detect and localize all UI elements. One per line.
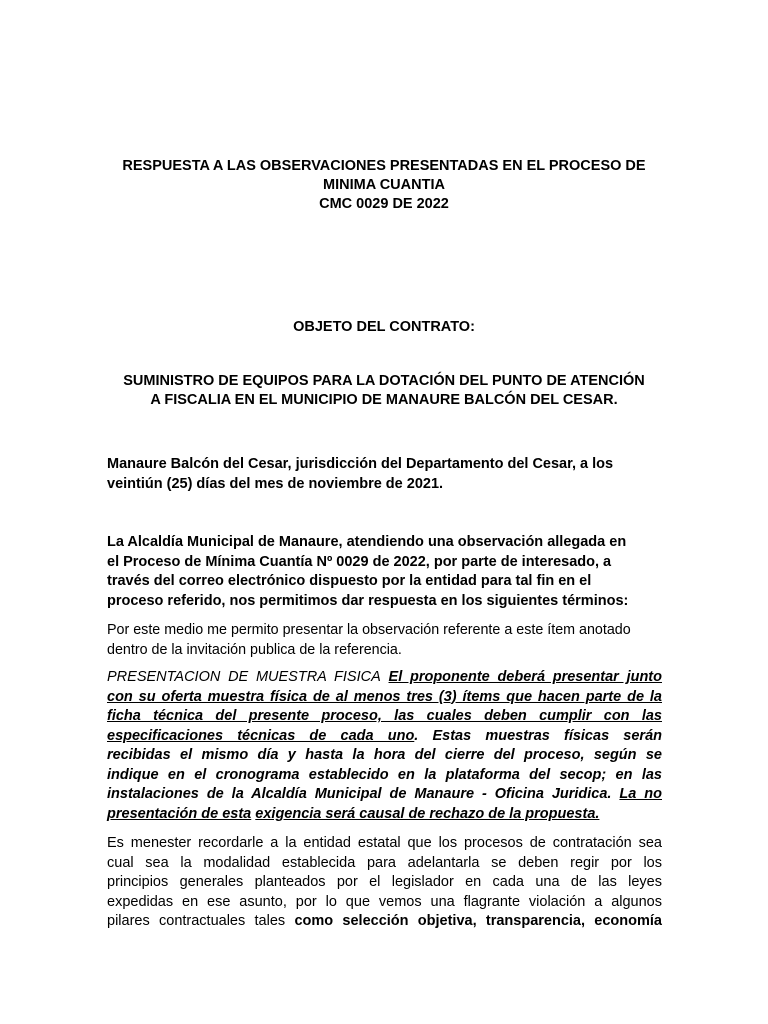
location-date-paragraph — [107, 455, 662, 494]
intro-line-2: el Proceso de Mínima Cuantía Nº 0029 de 2022, por parte de interesado, a — [107, 553, 612, 570]
observation-line-1: Por este medio me permito presentar la observación referente a este ítem anotado — [107, 622, 631, 638]
contract-object-line-1: SUMINISTRO DE EQUIPOS PARA LA DOTACIÓN DEL PUNTO DE ATENCIÓN — [123, 373, 645, 389]
closing-paragraph — [107, 834, 662, 932]
closing-emphasis: como selección objetiva, transparencia, economía — [294, 913, 662, 929]
muestra-line-4: especificaciones técnicas de cada uno. Estas muestras físicas serán — [107, 727, 662, 744]
muestra-line-6: indique en el cronograma establecido en la plataforma del secop; en las — [107, 766, 662, 783]
intro-paragraph — [107, 533, 662, 611]
muestra-line-1: PRESENTACION DE MUESTRA FISICA El proponente deberá presentar junto — [107, 669, 662, 685]
closing-line-1: Es menester recordarle a la entidad estatal que los procesos de contratación sea — [107, 835, 662, 851]
location-line-2: veintiún (25) días del mes de noviembre de 2021. — [107, 475, 444, 492]
muestra-line-8: presentación de esta exigencia será causal de rechazo de la propuesta. — [107, 805, 600, 822]
closing-line-5: pilares contractuales tales como selección objetiva, transparencia, economía — [107, 913, 662, 929]
intro-line-3: través del correo electrónico dispuesto por la entidad para tal fin en el — [107, 573, 592, 589]
closing-line-4: expedidas en ese asunto, por lo que vemos una flagrante violación a algunos — [107, 893, 662, 910]
title-line-2: MINIMA CUANTIA — [323, 177, 445, 193]
objeto-heading: OBJETO DEL CONTRATO: — [293, 319, 475, 335]
location-line-1: Manaure Balcón del Cesar, jurisdicción del Departamento del Cesar, a los — [107, 456, 614, 472]
observation-line-2: dentro de la invitación publica de la referencia. — [107, 641, 402, 658]
closing-line-2: cual sea la modalidad establecida para adelantarla se deben regir por los — [107, 854, 662, 871]
document-title — [100, 157, 668, 214]
muestra-line-2: con su oferta muestra física de al menos tres (3) ítems que hacen parte de la — [107, 688, 662, 705]
intro-line-1: La Alcaldía Municipal de Manaure, atendiendo una observación allegada en — [107, 534, 627, 550]
muestra-line-5: recibidas el mismo día y hasta la hora del cierre del proceso, según se — [107, 747, 662, 763]
muestra-line-7: instalaciones de la Alcaldía Municipal de Manaure - Oficina Juridica. La no — [107, 786, 662, 802]
contract-object-line-2: A FISCALIA EN EL MUNICIPIO DE MANAURE BALCÓN DEL CESAR. — [150, 392, 618, 408]
muestra-line-3: ficha técnica del presente proceso, las cuales deben cumplir con las — [107, 708, 662, 724]
title-line-1: RESPUESTA A LAS OBSERVACIONES PRESENTADAS EN EL PROCESO DE — [122, 158, 646, 174]
closing-line-3: principios generales planteados por el legislador en cada una de las leyes — [107, 874, 662, 890]
title-line-3: CMC 0029 DE 2022 — [319, 196, 449, 212]
intro-line-4: proceso referido, nos permitimos dar respuesta en los siguientes términos: — [107, 592, 629, 609]
muestra-fisica-paragraph — [107, 668, 662, 824]
observation-paragraph — [107, 621, 662, 660]
contract-object — [100, 372, 668, 410]
muestra-heading: PRESENTACION DE MUESTRA FISICA — [107, 669, 381, 685]
